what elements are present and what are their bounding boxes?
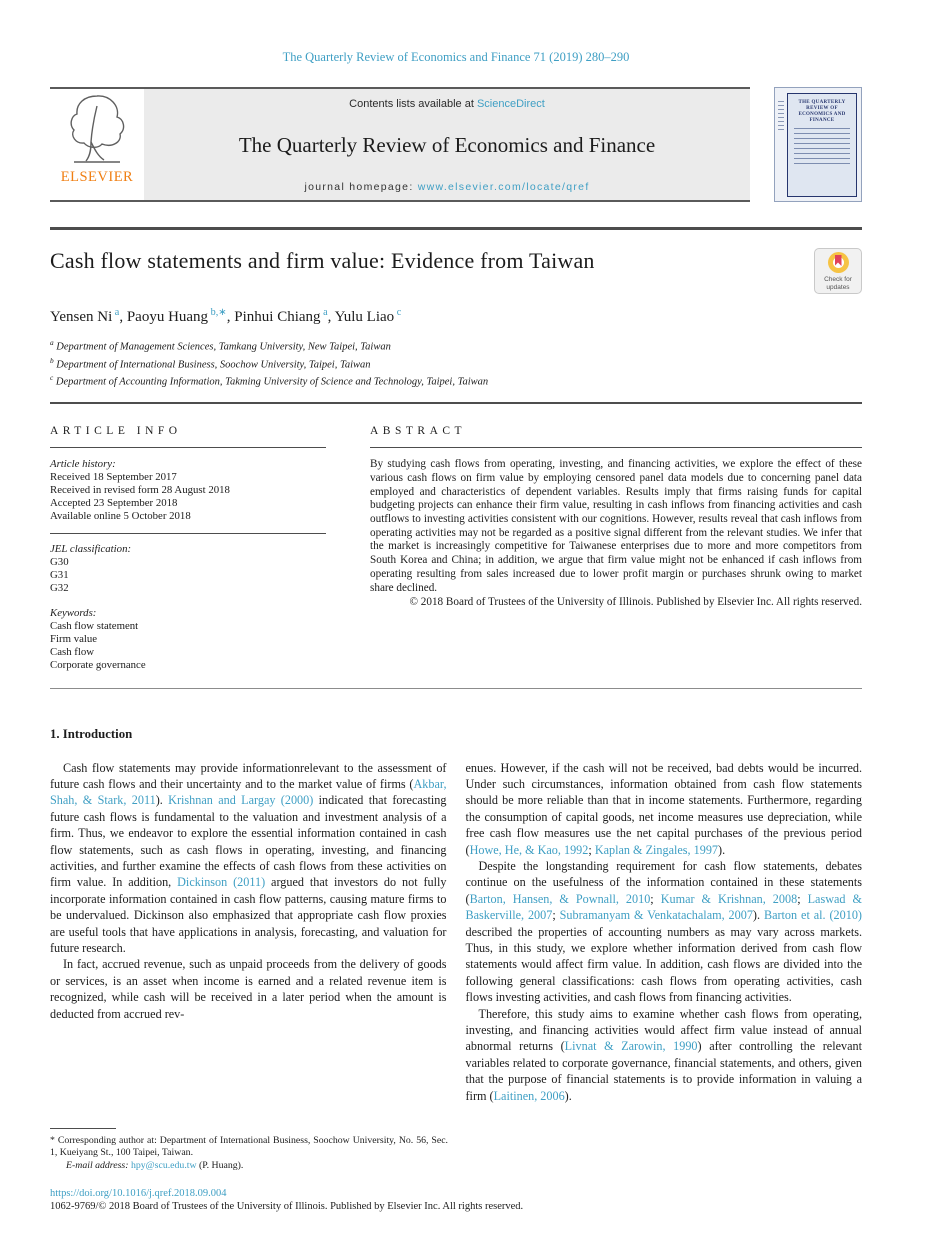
journal-masthead — [144, 89, 750, 200]
text-segment: Pinhui Chiang — [234, 309, 321, 325]
sciencedirect-link[interactable]: ScienceDirect — [476, 98, 545, 110]
text-segment: Paoyu Huang — [126, 309, 209, 325]
affiliation-c — [50, 371, 862, 389]
keyword: Corporate governance — [50, 658, 146, 671]
elsevier-logo[interactable] — [50, 89, 144, 200]
text-segment: c — [394, 307, 402, 318]
issn-copyright-line: 1062-9769/© 2018 Board of Trustees of the University of Illinois. Published by Elsevier Inc. All rights reserved. — [50, 1201, 524, 1213]
inline-link[interactable]: Akbar, Shah, & Stark, 2011 — [50, 776, 447, 808]
history-revised: Received in revised form 28 August 2018 — [50, 483, 230, 496]
title-divider-rule — [50, 227, 862, 230]
journal-homepage-line — [304, 181, 589, 193]
affiliation-c-text: Department of Accounting Information, Takming University of Science and Technology, Taipei, Taiwan — [53, 376, 489, 388]
keyword: Firm value — [50, 632, 98, 645]
text-segment: enues. However, if the cash will not be received, bad debts would be incurred. Under such circumstances, information obtained from cash flow statements should be more reliable than that in income statements. Furthermore, regarding the consumption of capital goods, net income measures use depreciation, while free cash flow measures use the net capital purchases of the previous period ( — [465, 760, 862, 857]
inline-link[interactable]: Subramanyam & Venkatachalam, 2007 — [559, 908, 753, 923]
paragraph — [466, 760, 863, 858]
history-accepted: Accepted 23 September 2018 — [50, 496, 178, 509]
abstract-heading: ABSTRACT — [370, 424, 467, 437]
affiliation-b — [50, 354, 862, 372]
bookmark-icon — [835, 255, 842, 266]
jel-label: JEL classification: — [50, 542, 132, 555]
inline-link[interactable]: Barton et al. (2010) — [763, 908, 862, 923]
article-footer — [50, 1188, 862, 1212]
text-segment: ; — [588, 842, 595, 857]
keyword: Cash flow statement — [50, 619, 139, 632]
text-segment: , — [327, 309, 335, 325]
affiliation-a — [50, 336, 862, 354]
body-right-column — [466, 760, 863, 1105]
paragraph — [466, 858, 863, 1006]
text-segment: E-mail address: — [66, 1159, 131, 1171]
text-segment: b,∗ — [208, 307, 227, 318]
text-segment: described the properties of accounting numbers as may vary across markets. Thus, in this study, we explore whether information derived from cash flow statements would affect firm value. In addition, cash flows are divided into the following general classifications: cash flows from operating activities, cash flows investing activities, and cash flows from financing activities. — [465, 924, 862, 1005]
affiliation-list — [50, 336, 862, 389]
journal-header — [50, 87, 862, 202]
keywords-label: Keywords: — [50, 606, 97, 619]
cover-spine-decoration — [778, 98, 784, 130]
journal-cover-thumbnail[interactable] — [774, 87, 862, 202]
abstract-column — [370, 425, 862, 672]
body-left-column — [50, 760, 447, 1105]
affiliation-b-sup: b — [50, 355, 54, 365]
cover-image — [787, 93, 857, 197]
text-segment: ). — [564, 1088, 572, 1103]
inline-link[interactable]: Kaplan & Zingales, 1997 — [594, 842, 719, 857]
text-segment: ) after controlling the relevant variables related to corporate governance, financial statements, and others, given that the purpose of financial statements is to provide information in valuing a firm ( — [465, 1039, 862, 1103]
text-segment: ; — [552, 908, 560, 923]
jel-code: G31 — [50, 568, 69, 581]
affiliation-a-text: Department of Management Sciences, Tamkang University, New Taipei, Taiwan — [53, 341, 391, 353]
text-segment: ). — [752, 908, 764, 923]
journal-homepage-link[interactable]: www.elsevier.com/locate/qref — [417, 181, 590, 193]
abstract-heading-rule — [370, 447, 862, 448]
elsevier-logo-text: ELSEVIER — [60, 169, 134, 185]
corresponding-author-footnote — [50, 1128, 448, 1172]
inline-link[interactable]: Laswad & Baskerville, 2007 — [465, 891, 862, 923]
text-segment: Therefore, this study aims to examine whether cash flows from operating, investing, and financing activities would affect firm value instead of annual abnormal returns ( — [465, 1006, 862, 1054]
paragraph — [50, 760, 447, 957]
crossmark-icon — [828, 252, 849, 273]
abstract-top-rule — [50, 402, 862, 404]
elsevier-tree-icon — [64, 92, 130, 171]
contents-lists-text: Contents lists available at — [349, 98, 477, 110]
section-heading-introduction: 1. Introduction — [50, 726, 133, 741]
journal-title: The Quarterly Review of Economics and Finance — [238, 133, 656, 157]
homepage-prefix-text: journal homepage: — [304, 181, 418, 193]
inline-link[interactable]: Dickinson (2011) — [177, 875, 266, 890]
doi-link[interactable]: https://doi.org/10.1016/j.qref.2018.09.004 — [50, 1188, 227, 1200]
author-list — [50, 307, 862, 326]
abstract-bottom-rule — [50, 688, 862, 689]
inline-link[interactable]: hpy@scu.edu.tw — [130, 1159, 197, 1171]
text-segment: , — [119, 309, 127, 325]
inline-link[interactable]: Laitinen, 2006 — [493, 1088, 565, 1103]
history-received: Received 18 September 2017 — [50, 470, 177, 483]
text-segment: Yensen Ni — [50, 309, 113, 325]
footnote-address-line — [50, 1135, 448, 1160]
text-segment: (P. Huang). — [196, 1159, 244, 1171]
keyword: Cash flow — [50, 645, 95, 658]
article-history-label: Article history: — [50, 457, 116, 470]
footnote-email-line — [50, 1160, 448, 1172]
text-segment: Cash flow statements may provide informationrelevant to the assessment of future cash flows and their uncertainty and to the market value of firms ( — [50, 760, 447, 791]
paragraph — [50, 956, 447, 1022]
inline-link[interactable]: Livnat & Zarowin, 1990 — [564, 1039, 698, 1054]
text-segment: Yulu Liao — [334, 309, 395, 325]
affiliation-a-sup: a — [50, 338, 54, 347]
cover-title-text: THE QUARTERLY REVIEW OF ECONOMICS AND FINANCE — [798, 100, 846, 123]
article-info-heading: ARTICLE INFO — [50, 424, 182, 437]
inline-link[interactable]: Howe, He, & Kao, 1992 — [469, 842, 589, 857]
abstract-copyright: © 2018 Board of Trustees of the University of Illinois. Published by Elsevier Inc. All rights reserved. — [409, 596, 862, 609]
text-segment: ). — [718, 842, 726, 857]
text-segment: , — [226, 309, 235, 325]
inline-link[interactable]: Kumar & Krishnan, 2008 — [660, 891, 798, 906]
article-info-column — [50, 425, 326, 672]
affiliation-b-text: Department of International Business, Soochow University, Taipei, Taiwan — [53, 359, 371, 370]
inline-link[interactable]: Barton, Hansen, & Pownall, 2010 — [469, 891, 651, 906]
text-segment: In fact, accrued revenue, such as unpaid proceeds from the delivery of goods or services, is an asset when income is earned and a related revenue item is recognized, while cash will be received in a later period when the amount is deducted from accrued rev- — [50, 957, 447, 1021]
text-segment: argued that investors do not fully incorporate information contained in cash flow patterns, causing mature firms to be undervalued. Dickinson also emphasized that appropriate cash flow proxies are useful tools that have applications in analysis, forecasting, and valuation for future research. — [50, 875, 447, 955]
journal-citation[interactable]: The Quarterly Review of Economics and Finance 71 (2019) 280–290 — [282, 50, 630, 64]
history-online: Available online 5 October 2018 — [50, 509, 191, 522]
footnote-rule — [50, 1128, 116, 1129]
text-segment: ). — [155, 793, 169, 808]
text-segment: Despite the longstanding requirement for cash flow statements, debates continue on the usefulness of the information contained in these statements ( — [465, 858, 862, 906]
jel-code: G30 — [50, 555, 69, 568]
check-for-updates-badge[interactable] — [814, 248, 862, 294]
text-segment: indicated that forecasting future cash flows is fundamental to the valuation and investment analysis of a firm. Thus, we endeavor to explore the essential information contained in cash flow statements, such as cash flows in operating, investing, and financing activities, and further examine the effects of cash flows from these activities on firm value. In addition, — [50, 793, 447, 890]
text-segment: * Corresponding author at: Department of International Business, Soochow University, No. 56, Sec. 1, Kueiyang St., 100 Taipei, Taiwan. — [50, 1135, 448, 1159]
check-for-updates-label: Check for updates — [824, 276, 852, 291]
article-title: Cash flow statements and firm value: Evidence from Taiwan — [50, 248, 595, 273]
jel-code: G32 — [50, 581, 69, 594]
text-segment: ; — [650, 891, 661, 906]
text-segment: a — [112, 307, 120, 318]
abstract-text: By studying cash flows from operating, investing, and financing activities, we explore the effect of these various cash flows on firm value by employing censored panel data models due to concerning panel data employed and characteristics of dependent variables. Results imply that firms raising funds for capital budgeting projects can enhance their firm value, resulting in cash inflows from financing activities and cash outflows to investing activities consistent with our cognitions. However, results reveal that cash inflows from operating activities may not be regarded as a positive signal different from the relevant studies. We infer that the market is increasingly competitive for Taiwanese enterprises due to more and more competitors from South Korea and China; in addition, we argue that firm value might not be enhanced if cash inflows from operating resulting from sales increased due to lower profit margin or purchases shrunk owing to market share declined. — [370, 458, 862, 594]
contents-lists-line — [349, 98, 545, 110]
inline-link[interactable]: Krishnan and Largay (2000) — [168, 793, 314, 808]
paragraph — [466, 1006, 863, 1104]
article-info-heading-rule — [50, 447, 326, 448]
text-segment: ; — [797, 891, 808, 906]
info-divider-rule — [50, 533, 326, 534]
journal-header-banner — [50, 87, 750, 202]
affiliation-c-sup: c — [50, 373, 54, 382]
text-segment: a — [320, 307, 328, 318]
